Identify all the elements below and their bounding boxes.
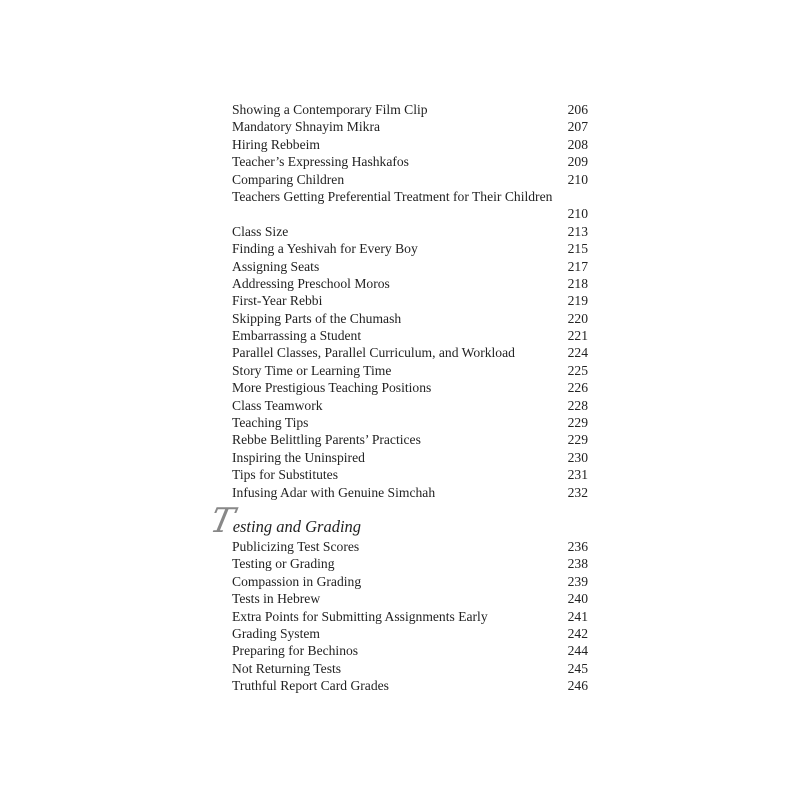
toc-entry <box>232 625 588 642</box>
toc-entry-title: First-Year Rebbi <box>232 293 323 309</box>
toc-entry-page: 209 <box>567 154 588 170</box>
toc-entry-title: Teaching Tips <box>232 415 309 431</box>
section-heading-text: esting and Grading <box>232 517 362 536</box>
toc-entry <box>232 660 588 677</box>
toc-entry-page: 225 <box>567 362 588 378</box>
toc-entry-page: 228 <box>567 397 588 413</box>
toc-entry <box>232 344 588 361</box>
toc-entry <box>232 608 588 625</box>
toc-entry <box>232 153 588 170</box>
toc-entry <box>232 590 588 607</box>
toc-entry-page: 242 <box>567 625 588 641</box>
toc-entry-title: Assigning Seats <box>232 258 320 274</box>
toc-entry-title: Addressing Preschool Moros <box>232 275 390 291</box>
toc-entry <box>232 292 588 309</box>
toc-entry <box>232 449 588 466</box>
toc-entry <box>232 362 588 379</box>
toc-entry-title: Extra Points for Submitting Assignments Early <box>232 608 488 624</box>
toc-entry-page: 231 <box>567 467 588 483</box>
toc-entry <box>232 573 588 590</box>
toc-entry-title: Skipping Parts of the Chumash <box>232 310 402 326</box>
toc-entry-page: 210 <box>567 171 588 187</box>
toc-entry-page: 221 <box>567 328 588 344</box>
toc-entry-title: More Prestigious Teaching Positions <box>232 380 432 396</box>
toc-entry-wrapped <box>232 188 588 223</box>
toc-entry-page: 236 <box>567 539 588 554</box>
toc-entry <box>232 240 588 257</box>
toc-entry-title: Infusing Adar with Genuine Simchah <box>232 484 436 500</box>
toc-entry-title: Not Returning Tests <box>232 660 342 676</box>
toc-entry-page: 218 <box>567 275 588 291</box>
toc-entry-title: Tips for Substitutes <box>232 467 339 483</box>
section-heading <box>206 501 362 541</box>
toc-entry-title: Class Teamwork <box>232 397 323 413</box>
toc-entry-title: Compassion in Grading <box>232 573 362 589</box>
toc-entry-title: Preparing for Bechinos <box>232 643 359 659</box>
toc-entry-title: Class Size <box>232 223 289 239</box>
toc-entry-page: 229 <box>567 415 588 431</box>
toc-entry-page: 224 <box>567 345 588 361</box>
toc-entry <box>232 275 588 292</box>
toc-entry-page: 206 <box>567 102 588 117</box>
toc-entry <box>232 642 588 659</box>
toc-entry-title: Grading System <box>232 625 320 641</box>
toc-entry <box>232 484 588 501</box>
toc-entry <box>232 258 588 275</box>
toc-entry <box>232 223 588 240</box>
toc-entry-title: Showing a Contemporary Film Clip <box>232 102 428 117</box>
toc-entry <box>232 466 588 483</box>
toc-entry <box>232 327 588 344</box>
toc-entry-page: 244 <box>567 643 588 659</box>
toc-entry-title: Teachers Getting Preferential Treatment for Their Children <box>232 188 553 204</box>
toc-entry-title: Parallel Classes, Parallel Curriculum, and Workload <box>232 345 515 361</box>
toc-entry <box>232 136 588 153</box>
toc-entry-page: 230 <box>567 449 588 465</box>
toc-list-part1 <box>232 101 588 501</box>
toc-entry-page: 220 <box>567 310 588 326</box>
toc-entry-page: 207 <box>567 119 588 135</box>
toc-entry-page: 217 <box>567 258 588 274</box>
toc-entry <box>232 538 588 555</box>
toc-entry-page: 241 <box>567 608 588 624</box>
toc-entry-page: 219 <box>567 293 588 309</box>
toc-entry <box>232 379 588 396</box>
toc-entry-title: Mandatory Shnayim Mikra <box>232 119 380 135</box>
toc-entry-title: Truthful Report Card Grades <box>232 678 389 694</box>
toc-entry <box>232 397 588 414</box>
section-heading-initial: T <box>206 501 238 541</box>
toc-entry-title: Publicizing Test Scores <box>232 539 360 554</box>
toc-entry <box>232 555 588 572</box>
toc-entry-page: 246 <box>567 678 588 694</box>
toc-entry-page: 240 <box>567 591 588 607</box>
toc-entry-title: Teacher’s Expressing Hashkafos <box>232 154 409 170</box>
toc-entry <box>232 677 588 694</box>
toc-entry-page: 232 <box>567 484 588 500</box>
toc-entry-title: Hiring Rebbeim <box>232 136 320 152</box>
toc-entry-page: 238 <box>567 556 588 572</box>
toc-entry-page: 215 <box>567 241 588 257</box>
toc-entry-title: Comparing Children <box>232 171 345 187</box>
toc-entry-title: Tests in Hebrew <box>232 591 321 607</box>
toc-entry <box>232 118 588 135</box>
toc-entry-title: Rebbe Belittling Parents’ Practices <box>232 432 421 448</box>
toc-entry-page: 208 <box>567 136 588 152</box>
toc-entry-title: Story Time or Learning Time <box>232 362 392 378</box>
toc-entry-page: 213 <box>567 223 588 239</box>
toc-entry <box>232 101 588 118</box>
toc-entry-title: Embarrassing a Student <box>232 328 362 344</box>
toc-entry-page: 245 <box>567 660 588 676</box>
toc-entry-title: Finding a Yeshivah for Every Boy <box>232 241 418 257</box>
toc-entry-title: Inspiring the Uninspired <box>232 449 365 465</box>
toc-entry-page: 210 <box>567 206 588 222</box>
toc-entry-page: 239 <box>567 573 588 589</box>
toc-entry <box>232 414 588 431</box>
toc-entry-page: 229 <box>567 432 588 448</box>
toc-entry <box>232 171 588 188</box>
toc-entry <box>232 431 588 448</box>
toc-entry-page: 226 <box>567 380 588 396</box>
toc-list-part2 <box>232 538 588 695</box>
toc-entry <box>232 310 588 327</box>
toc-entry-title: Testing or Grading <box>232 556 335 572</box>
